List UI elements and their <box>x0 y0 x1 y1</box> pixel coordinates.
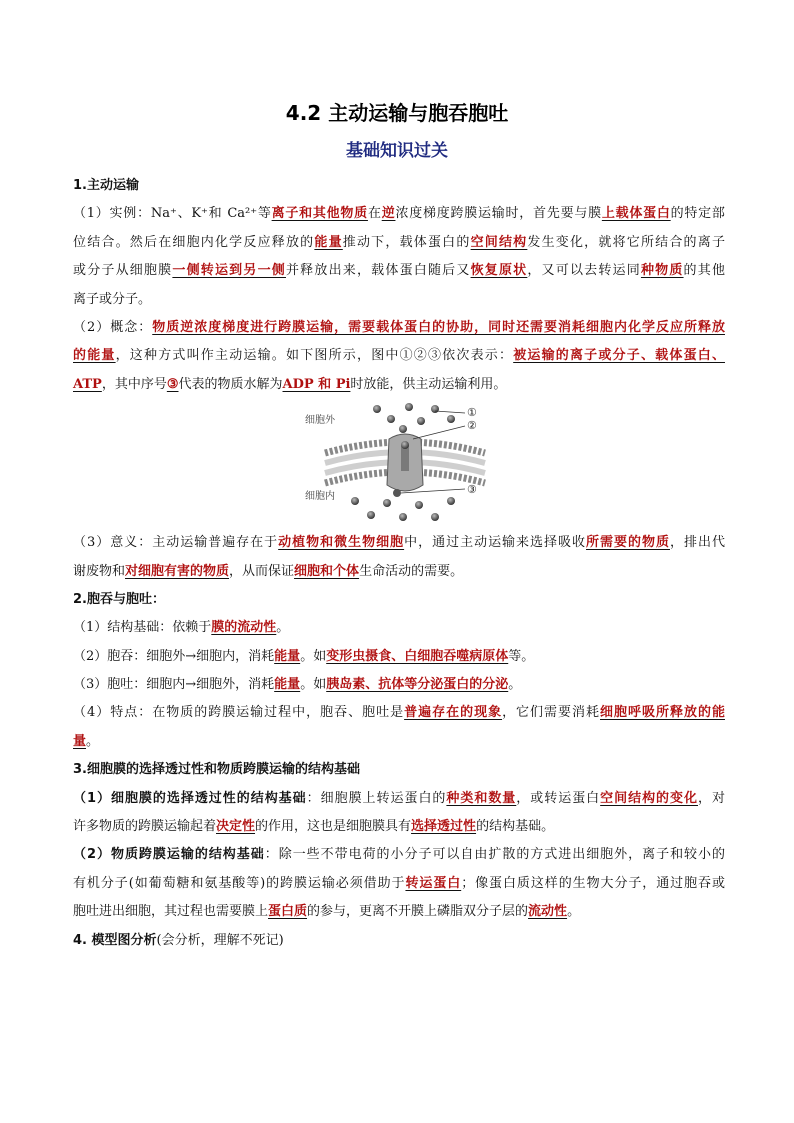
text: （2）概念： <box>73 319 153 335</box>
paragraph-line <box>73 200 725 228</box>
text: 生命活动的需要。 <box>359 563 464 579</box>
paragraph-line <box>73 314 725 342</box>
keyword: 能量 <box>314 234 343 250</box>
keyword: 动植物和微生物细胞 <box>278 535 405 551</box>
text: （1）实例：Na⁺、K⁺和 Ca²⁺等 <box>73 206 272 222</box>
heading-text: 4. 模型图分析 <box>73 932 157 948</box>
keyword: 的能量 <box>73 348 116 364</box>
keyword: 空间结构 <box>470 234 528 250</box>
content <box>73 172 725 955</box>
text: 代表的物质水解为 <box>178 376 283 392</box>
paragraph-line <box>73 870 725 898</box>
text: 。如 <box>300 648 327 664</box>
keyword: ③ <box>166 376 179 392</box>
text: 。 <box>276 620 290 636</box>
text: （1）结构基础：依赖于 <box>73 620 212 636</box>
heading-note: (会分析，理解不死记) <box>156 932 284 948</box>
text: 的特定部 <box>670 206 725 222</box>
keyword: 物质逆浓度梯度进行跨膜运输，需要载体蛋白的协助，同时还需要消耗细胞内化学反应所释放 <box>152 319 725 335</box>
keyword: 被运输的离子或分子、载体蛋白、 <box>513 348 725 364</box>
text: 浓度梯度跨膜运输时，首先要与膜 <box>395 206 602 222</box>
text: ，这种方式叫作主动运输。如下图所示，图中①②③依次表示： <box>115 348 514 364</box>
bold-lead: （2）物质跨膜运输的结构基础 <box>73 847 265 863</box>
paragraph-line <box>73 785 725 813</box>
keyword: 胰岛素、抗体等分泌蛋白的分泌 <box>326 677 509 693</box>
membrane-figure <box>305 401 505 527</box>
text: 有机分子(如葡萄糖和氨基酸等)的跨膜运输必须借助于 <box>73 875 406 891</box>
keyword: 膜的流动性 <box>211 620 277 636</box>
keyword: 恢复原状 <box>470 263 528 279</box>
text: 的其他 <box>683 263 725 279</box>
text: 在 <box>367 206 382 222</box>
paragraph-line <box>73 257 725 285</box>
text: （3）胞吐：细胞内→细胞外，消耗 <box>73 677 275 693</box>
section-heading-1: 1.主动运输 <box>73 178 139 193</box>
membrane-diagram <box>73 399 725 529</box>
text: 离子或分子。 <box>73 291 152 307</box>
paragraph-line <box>73 342 725 370</box>
keyword: 转运蛋白 <box>405 875 462 891</box>
paragraph-line <box>73 671 725 699</box>
text: 并释放出来，载体蛋白随后又 <box>285 263 471 279</box>
text: ，从而保证 <box>229 563 295 579</box>
label-outside: 细胞外 <box>305 415 335 427</box>
text: 或分子从细胞膜 <box>73 263 173 279</box>
text: ，其中序号 <box>101 376 167 392</box>
text: 谢废物和 <box>73 563 126 579</box>
paragraph-line <box>73 614 725 642</box>
text: ，又可以去转运同 <box>527 263 641 279</box>
keyword: 蛋白质 <box>268 904 308 920</box>
text: 的作用，这也是细胞膜具有 <box>255 819 412 835</box>
keyword: 能量 <box>274 648 301 664</box>
text: 等。 <box>508 648 535 664</box>
marker-1: ① <box>467 406 477 420</box>
text: 中，通过主动运输来选择吸收 <box>404 535 587 551</box>
text: ：细胞膜上转运蛋白的 <box>306 790 447 806</box>
paragraph-line <box>73 728 725 756</box>
text: 位结合。然后在细胞内化学反应释放的 <box>73 234 315 250</box>
text: （3）意义：主动运输普遍存在于 <box>73 535 279 551</box>
text: ：除一些不带电荷的小分子可以自由扩散的方式进出细胞外，离子和较小的 <box>264 847 725 863</box>
paragraph-line <box>73 699 725 727</box>
text: （2）胞吞：细胞外→细胞内，消耗 <box>73 648 275 664</box>
paragraph-line <box>73 229 725 257</box>
keyword: 离子和其他物质 <box>271 206 368 222</box>
keyword: 种物质 <box>640 263 684 279</box>
text: （4）特点：在物质的跨膜运输过程中，胞吞、胞吐是 <box>73 705 405 721</box>
text: 时放能，供主动运输利用。 <box>350 376 507 392</box>
keyword: 一侧转运到另一侧 <box>172 263 286 279</box>
text: 的参与，更离不开膜上磷脂双分子层的 <box>307 904 529 920</box>
keyword: 种类和数量 <box>446 790 517 806</box>
keyword: 能量 <box>274 677 301 693</box>
keyword: 普遍存在的现象 <box>404 705 503 721</box>
text: 的结构基础。 <box>476 819 555 835</box>
keyword: 决定性 <box>216 819 256 835</box>
keyword: 上载体蛋白 <box>601 206 671 222</box>
section-heading-3: 3.细胞膜的选择透过性和物质跨膜运输的结构基础 <box>73 762 360 778</box>
paragraph-line <box>73 558 725 586</box>
outside-molecules <box>373 403 455 433</box>
text: 。如 <box>300 677 327 693</box>
paragraph-line <box>73 841 725 869</box>
text: 许多物质的跨膜运输起着 <box>73 819 217 835</box>
bold-lead: （1）细胞膜的选择透过性的结构基础 <box>73 790 307 806</box>
text: 胞吐进出细胞，其过程也需要膜上 <box>73 904 269 920</box>
paragraph-line <box>73 529 725 557</box>
text: ；像蛋白质这样的生物大分子，通过胞吞或 <box>461 875 725 891</box>
section-heading-4 <box>73 927 725 955</box>
keyword: 量 <box>73 733 87 749</box>
label-inside: 细胞内 <box>305 491 335 503</box>
keyword: 变形虫摄食、白细胞吞噬病原体 <box>326 648 509 664</box>
page-title: 4.2 主动运输与胞吞胞吐 <box>285 101 509 125</box>
paragraph-line <box>73 813 725 841</box>
text: ，排出代 <box>669 535 725 551</box>
marker-2: ② <box>467 419 477 433</box>
keyword: ADP 和 Pi <box>282 376 351 392</box>
keyword: 流动性 <box>528 904 568 920</box>
text: 。 <box>86 733 100 749</box>
section-heading-2: 2.胞吞与胞吐： <box>73 591 165 607</box>
text: ，对 <box>698 790 725 806</box>
keyword: 细胞呼吸所释放的能 <box>600 705 725 721</box>
paragraph-line <box>73 898 725 926</box>
keyword: 空间结构的变化 <box>600 790 698 806</box>
text: 发生变化，就将它所结合的离子 <box>527 234 725 250</box>
paragraph-line <box>73 643 725 671</box>
keyword: 细胞和个体 <box>294 563 360 579</box>
text: ，或转运蛋白 <box>516 790 601 806</box>
keyword: ATP <box>73 376 102 392</box>
page-subtitle: 基础知识过关 <box>346 141 448 161</box>
text: 。 <box>508 677 522 693</box>
keyword: 逆 <box>381 206 396 222</box>
inside-molecules <box>351 489 455 521</box>
paragraph-line <box>73 371 725 399</box>
keyword: 选择透过性 <box>411 819 477 835</box>
keyword: 所需要的物质 <box>586 535 670 551</box>
paragraph-line <box>73 286 725 314</box>
text: 。 <box>567 904 581 920</box>
marker-3: ③ <box>467 483 477 497</box>
text: 推动下，载体蛋白的 <box>342 234 471 250</box>
text: ，它们需要消耗 <box>502 705 601 721</box>
keyword: 对细胞有害的物质 <box>125 563 230 579</box>
